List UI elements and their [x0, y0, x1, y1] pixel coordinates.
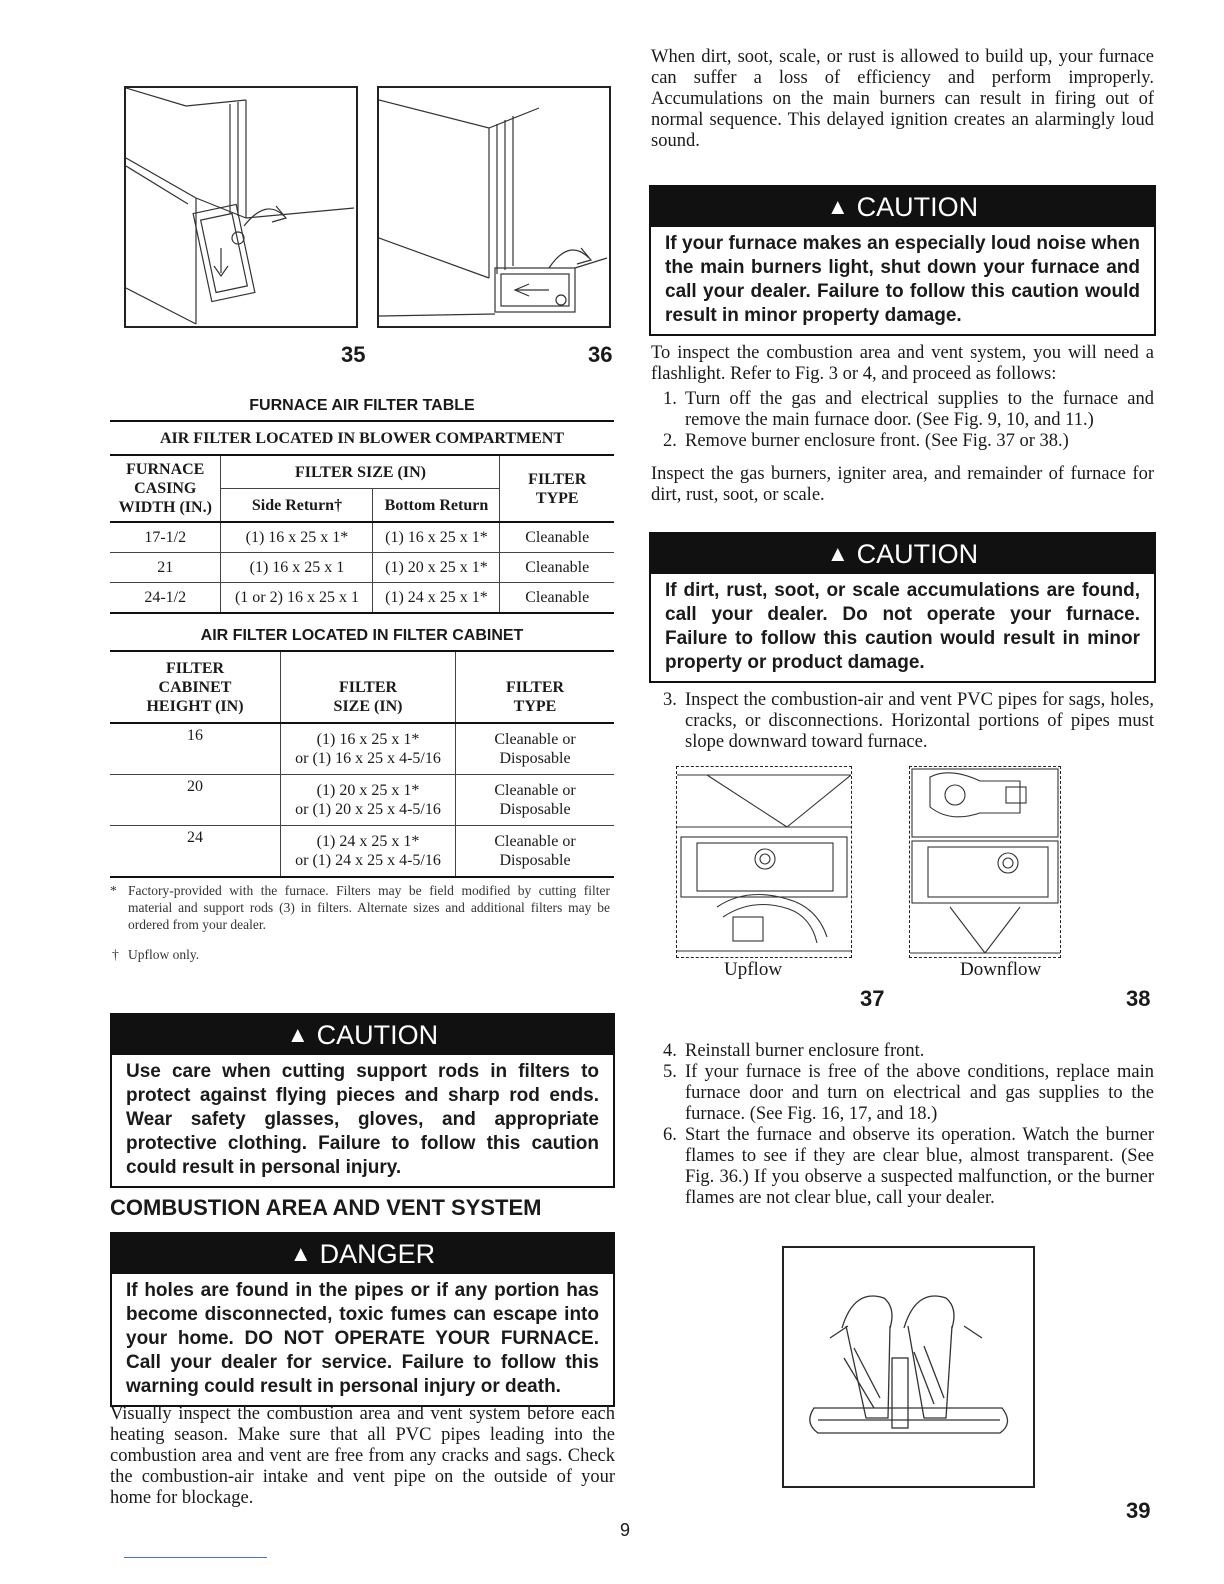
warning-triangle-icon: ▲ [826, 194, 849, 219]
cell-bottom: (1) 16 x 25 x 1* [373, 522, 500, 553]
figure-37-upflow [676, 766, 852, 958]
header-text: CABINET [158, 678, 232, 696]
list-item [651, 1125, 1154, 1209]
caution-header [112, 1015, 613, 1055]
inspect-burners-paragraph: Inspect the gas burners, igniter area, and remainder of furnace for dirt, rust, soot, or scale. [651, 464, 1154, 505]
header-side-return: Side Return† [221, 489, 373, 523]
header-cabinet-height [110, 651, 281, 723]
size-line: (1) 20 x 25 x 1* [316, 782, 420, 799]
cell-height: 24 [110, 826, 281, 878]
type-line: Disposable [499, 852, 571, 869]
header-furnace-casing-width [110, 455, 221, 522]
cell-type: Cleanable [500, 553, 614, 583]
step-number: 3. [663, 690, 677, 710]
figure-39 [782, 1246, 1035, 1488]
footnote-dagger-text: Upflow only. [128, 947, 200, 962]
header-text: WIDTH (IN.) [118, 499, 212, 516]
list-item [651, 1062, 1154, 1125]
caution-label: CAUTION [316, 1020, 439, 1050]
footnote-dagger-mark: † [112, 947, 119, 962]
buildup-paragraph: When dirt, soot, scale, or rust is allowed to build up, your furnace can suffer a loss of efficiency and perform improperly. Accumulations on the main burners can result in firing out of normal sequence. This delayed ignition creates an alarmingly loud sound. [651, 47, 1154, 151]
warning-triangle-icon: ▲ [289, 1241, 312, 1266]
cell-type: Cleanable [500, 522, 614, 553]
figure-36-number: 36 [588, 342, 613, 367]
cell-type [456, 826, 615, 878]
header-text: FURNACE [126, 461, 205, 478]
header-cabinet-type [456, 651, 615, 723]
table-row [110, 723, 614, 775]
cabinet-table-subtitle: AIR FILTER LOCATED IN FILTER CABINET [200, 627, 524, 644]
figure-38-caption: Downflow [960, 959, 1042, 980]
header-filter-size: FILTER SIZE (IN) [221, 455, 500, 489]
cell-size [281, 723, 456, 775]
step-number: 5. [663, 1062, 677, 1082]
inspect-paragraph: Visually inspect the combustion area and vent system before each heating season. Make sure that all PVC pipes leading into the combustion area and vent are free from any cracks and sags. Check the combustion-air intake and vent pipe on the outside of your home for blockage. [110, 1404, 615, 1508]
warning-triangle-icon: ▲ [826, 541, 849, 566]
header-text: CASING [134, 480, 197, 497]
header-text: FILTER [505, 678, 565, 696]
caution-header [651, 534, 1154, 574]
upflow-burner-illustration [677, 767, 851, 957]
footnote-factory-provided [110, 882, 610, 933]
header-text: TYPE [513, 697, 557, 715]
caution-box-dirt-rust [649, 532, 1156, 683]
table-row [110, 583, 614, 614]
danger-text: If holes are found in the pipes or if any portion has become disconnected, toxic fumes can escape into your home. DO NOT OPERATE YOUR FURNACE. Call your dealer for service. Failure to follow this warning could result in personal injury or death. [126, 1280, 599, 1397]
filter-cabinet-table [110, 650, 614, 878]
figure-39-number: 39 [1126, 1498, 1151, 1523]
caution-label: CAUTION [856, 192, 979, 222]
figure-36 [377, 86, 611, 328]
caution-text: Use care when cutting support rods in filters to protect against flying pieces and sharp rod ends. Wear safety glasses, gloves, and appropriate protective clothing. Failure to follow this caution could result in personal injury. [126, 1061, 599, 1178]
blower-table-subtitle: AIR FILTER LOCATED IN BLOWER COMPARTMENT [110, 421, 614, 455]
header-filter-type [500, 455, 614, 522]
furnace-filter-side-illustration [126, 88, 356, 326]
header-text: TYPE [535, 489, 579, 507]
footer-rule [124, 1557, 267, 1558]
type-line: Cleanable or [494, 731, 576, 748]
list-item [651, 431, 1154, 452]
cell-height: 16 [110, 723, 281, 775]
cell-size [281, 826, 456, 878]
figure-35 [124, 86, 358, 328]
cell-height: 20 [110, 775, 281, 826]
cell-width: 24-1/2 [110, 583, 221, 614]
caution-text: If your furnace makes an especially loud noise when the main burners light, shut down your furnace and call your dealer. Failure to follow this caution would result in minor property damage. [665, 233, 1140, 326]
step-number: 6. [663, 1125, 677, 1145]
figure-35-number: 35 [341, 342, 366, 367]
type-line: Disposable [499, 801, 571, 818]
header-text: HEIGHT (IN) [146, 697, 244, 715]
furnace-filter-bottom-illustration [379, 88, 609, 326]
size-line: or (1) 16 x 25 x 4-5/16 [295, 750, 441, 767]
header-text: FILTER [338, 678, 398, 696]
footnote-star-mark: * [110, 883, 117, 898]
cell-type [456, 723, 615, 775]
caution-text: If dirt, rust, soot, or scale accumulations are found, call your dealer. Do not operate your furnace. Failure to follow this caution would result in minor property or product damage. [665, 580, 1140, 673]
size-line: or (1) 24 x 25 x 4-5/16 [295, 852, 441, 869]
cell-side: (1) 16 x 25 x 1 [221, 553, 373, 583]
type-line: Cleanable or [494, 782, 576, 799]
header-text: SIZE (IN) [333, 697, 403, 715]
cell-side: (1) 16 x 25 x 1* [221, 522, 373, 553]
downflow-burner-illustration [910, 767, 1060, 957]
page-number: 9 [620, 1520, 631, 1540]
warning-triangle-icon: ▲ [286, 1022, 309, 1047]
step-text: Start the furnace and observe its operation. Watch the burner flames to see if they are clear blue, almost transparent. (See Fig. 36.) If you observe a suspected malfunction, or the burner flames are not clear blue, call your dealer. [685, 1125, 1154, 1208]
table-row [110, 522, 614, 553]
burner-flames-illustration [784, 1248, 1033, 1486]
table-row [110, 553, 614, 583]
blower-compartment-filter-table [110, 420, 614, 614]
step-text: Reinstall burner enclosure front. [685, 1041, 925, 1061]
type-line: Cleanable or [494, 833, 576, 850]
steps-list-c [651, 1041, 1154, 1209]
danger-box-toxic-fumes [110, 1232, 615, 1407]
danger-header [112, 1234, 613, 1274]
table-row [110, 775, 614, 826]
figure-37-number: 37 [860, 986, 885, 1011]
step-text: Inspect the combustion-air and vent PVC pipes for sags, holes, cracks, or disconnections. Horizontal portions of pipes must slope downward toward furnace. [685, 690, 1154, 752]
filter-table-title: FURNACE AIR FILTER TABLE [249, 397, 475, 414]
steps-list-a [651, 389, 1154, 452]
cell-type: Cleanable [500, 583, 614, 614]
caution-box-support-rods [110, 1013, 615, 1188]
list-item [651, 389, 1154, 431]
caution-header [651, 187, 1154, 227]
cell-width: 17-1/2 [110, 522, 221, 553]
footnote-upflow-only [110, 946, 610, 963]
cell-side: (1 or 2) 16 x 25 x 1 [221, 583, 373, 614]
figure-37-caption: Upflow [724, 959, 783, 980]
step-number: 4. [663, 1041, 677, 1061]
flashlight-paragraph: To inspect the combustion area and vent system, you will need a flashlight. Refer to Fig. 3 or 4, and proceed as follows: [651, 343, 1154, 384]
step-text: If your furnace is free of the above conditions, replace main furnace door and turn on electrical and gas supplies to the furnace. (See Fig. 16, 17, and 18.) [685, 1062, 1154, 1124]
size-line: (1) 24 x 25 x 1* [316, 833, 420, 850]
list-item [651, 690, 1154, 753]
step-number: 1. [663, 389, 677, 409]
type-line: Disposable [499, 750, 571, 767]
caution-label: CAUTION [856, 539, 979, 569]
header-text: FILTER [528, 470, 587, 488]
size-line: (1) 16 x 25 x 1* [316, 731, 420, 748]
danger-label: DANGER [319, 1239, 436, 1269]
list-item [651, 1041, 1154, 1062]
cell-bottom: (1) 20 x 25 x 1* [373, 553, 500, 583]
cell-size [281, 775, 456, 826]
step-text: Turn off the gas and electrical supplies to the furnace and remove the main furnace door. (See Fig. 9, 10, and 11.) [685, 389, 1154, 430]
size-line: or (1) 20 x 25 x 4-5/16 [295, 801, 441, 818]
step-text: Remove burner enclosure front. (See Fig. 37 or 38.) [685, 431, 1069, 451]
table-row [110, 826, 614, 878]
figure-38-number: 38 [1126, 986, 1151, 1011]
steps-list-b [651, 690, 1154, 753]
header-cabinet-size [281, 651, 456, 723]
cell-bottom: (1) 24 x 25 x 1* [373, 583, 500, 614]
header-text: FILTER [165, 659, 225, 677]
cell-type [456, 775, 615, 826]
footnote-star-text: Factory-provided with the furnace. Filters may be field modified by cutting filter material and support rods (3) in filters. Alternate sizes and additional filters may be ordered from your dealer. [128, 883, 610, 932]
cell-width: 21 [110, 553, 221, 583]
step-number: 2. [663, 431, 677, 451]
section-title-combustion: COMBUSTION AREA AND VENT SYSTEM [110, 1195, 542, 1220]
header-bottom-return: Bottom Return [373, 489, 500, 523]
caution-box-loud-noise [649, 185, 1156, 336]
figure-38-downflow [909, 766, 1061, 958]
